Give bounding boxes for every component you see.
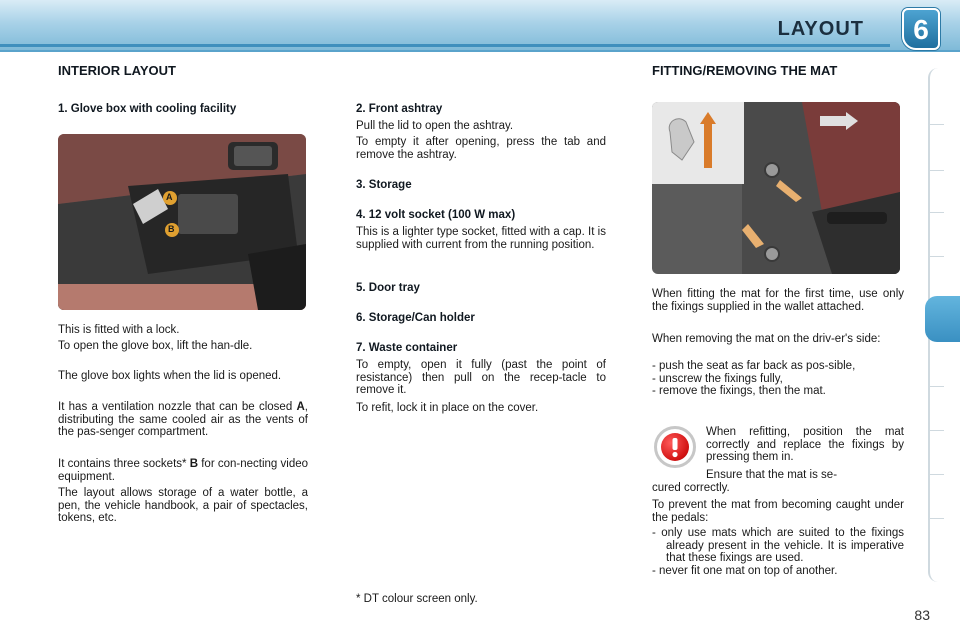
item7-heading: 7. Waste container	[356, 342, 458, 354]
mat-fitting-photo	[652, 102, 900, 274]
glove-box-light-text: The glove box lights when the lid is opened.	[58, 370, 282, 382]
rail-divider	[928, 256, 944, 257]
fitting-mat-title: FITTING/REMOVING THE MAT	[652, 63, 838, 78]
header-rule	[0, 44, 890, 47]
mat-first-fit-text: When fitting the mat for the first time, use only the fixings supplied in the wallet attached.	[652, 288, 904, 313]
rail-divider	[928, 430, 944, 431]
rail-divider	[928, 124, 944, 125]
socket-label-b: B	[189, 458, 199, 470]
rail-divider	[928, 474, 944, 475]
waste-empty-text: To empty, open it fully (past the point of resistance) then pull on the recep-tacle to remove it.	[356, 359, 606, 396]
glove-box-vent-text: It has a ventilation nozzle that can be closed A, distributing the same cooled air as the vents of the pas-senger compartment.	[58, 401, 308, 438]
item4-heading: 4. 12 volt socket (100 W max)	[356, 209, 516, 221]
glove-box-photo	[58, 134, 306, 310]
mat-remove-steps-list	[652, 360, 904, 398]
pedals-rules-list	[652, 527, 904, 577]
glove-box-lock-text: This is fitted with a lock.	[58, 324, 180, 336]
socket-description-text: This is a lighter type socket, fitted with a cap. It is supplied with current from the running position.	[356, 226, 606, 251]
warning-icon	[654, 426, 696, 468]
list-item: - only use mats which are suited to the fixings already present in the vehicle. It is imperative that these fixings are used.	[652, 527, 904, 564]
glove-box-sockets-text: It contains three sockets* B for con-necting video equipment.	[58, 458, 309, 483]
chapter-rail-active-tab	[925, 296, 960, 342]
mat-remove-intro-text: When removing the mat on the driv-er's side:	[652, 333, 881, 345]
glove-box-storage-text: The layout allows storage of a water bottle, a pen, the vehicle handbook, a pair of spectacles, tokens, etc.	[58, 487, 308, 524]
photo-label-a: A	[166, 192, 173, 202]
list-item: - unscrew the fixings fully,	[652, 372, 783, 385]
rail-divider	[928, 212, 944, 213]
warning-secure-text: Ensure that the mat is se-	[706, 469, 838, 481]
page-title: LAYOUT	[777, 18, 864, 40]
item5-heading: 5. Door tray	[356, 282, 420, 294]
rail-divider	[928, 518, 944, 519]
item1-heading: 1. Glove box with cooling facility	[58, 103, 237, 115]
warning-refit-text: When refitting, position the mat correctly and replace the fixings by pressing them in.	[706, 426, 904, 463]
footnote: * DT colour screen only.	[356, 593, 478, 605]
list-item: - never fit one mat on top of another.	[652, 564, 838, 577]
photo-label-b: B	[168, 224, 175, 234]
warning-secure-text-cont: cured correctly.	[652, 482, 730, 494]
waste-refit-text: To refit, lock it in place on the cover.	[356, 402, 539, 414]
rail-divider	[928, 386, 944, 387]
pedals-warning-text: To prevent the mat from becoming caught under the pedals:	[652, 499, 904, 524]
glove-box-open-text: To open the glove box, lift the han-dle.	[58, 340, 253, 352]
page-number: 83	[914, 607, 930, 623]
ashtray-empty-text: To empty it after opening, press the tab and remove the ashtray.	[356, 136, 606, 161]
item3-heading: 3. Storage	[356, 179, 412, 191]
item2-heading: 2. Front ashtray	[356, 103, 443, 115]
interior-layout-title: INTERIOR LAYOUT	[58, 63, 176, 78]
item6-heading: 6. Storage/Can holder	[356, 312, 475, 324]
list-item: - remove the fixings, then the mat.	[652, 385, 826, 397]
list-item: - push the seat as far back as pos-sible,	[652, 360, 856, 372]
chapter-number-badge: 6	[902, 8, 940, 50]
vent-label-a: A	[296, 401, 305, 413]
ashtray-open-text: Pull the lid to open the ashtray.	[356, 120, 514, 132]
rail-divider	[928, 170, 944, 171]
